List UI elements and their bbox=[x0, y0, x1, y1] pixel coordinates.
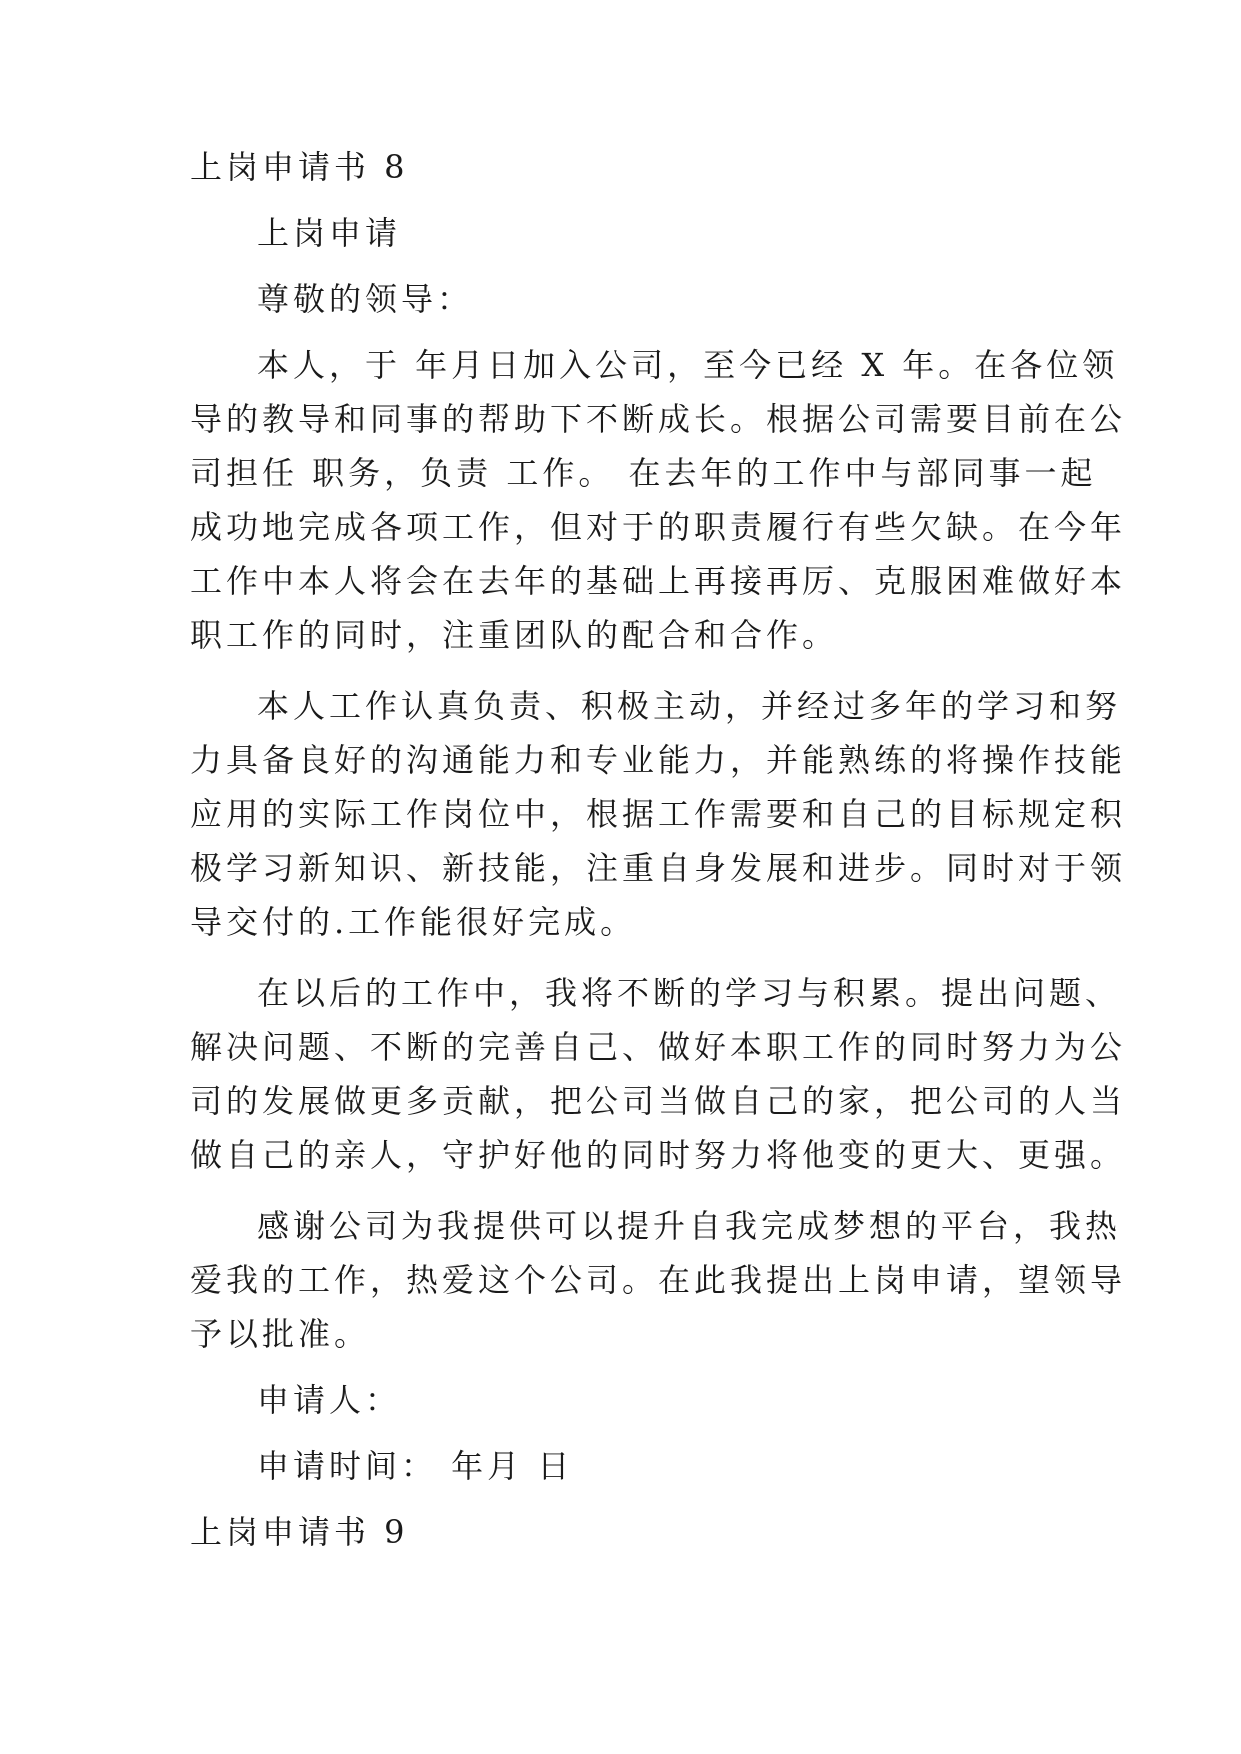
paragraph-line: 工作中本人将会在去年的基础上再接再厉、克服困难做好本 bbox=[190, 562, 1127, 600]
paragraph-line: 力具备良好的沟通能力和专业能力，并能熟练的将操作技能 bbox=[190, 741, 1127, 779]
paragraph-line: 予以批准。 bbox=[190, 1315, 371, 1353]
paragraph-line: 职工作的同时，注重团队的配合和合作。 bbox=[190, 616, 839, 654]
paragraph-line: 极学习新知识、新技能，注重自身发展和进步。同时对于领 bbox=[190, 849, 1127, 887]
paragraph-line: 司的发展做更多贡献，把公司当做自己的家，把公司的人当 bbox=[190, 1082, 1127, 1120]
paragraph-line: 解决问题、不断的完善自己、做好本职工作的同时努力为公 bbox=[190, 1028, 1127, 1066]
paragraph-line: 导的教导和同事的帮助下不断成长。根据公司需要目前在公 bbox=[190, 400, 1127, 438]
document-subtitle: 上岗申请 bbox=[257, 214, 402, 252]
paragraph-line: 爱我的工作，热爱这个公司。在此我提出上岗申请，望领导 bbox=[190, 1261, 1127, 1299]
paragraph-line: 感谢公司为我提供可以提升自我完成梦想的平台，我热 bbox=[257, 1207, 1122, 1245]
paragraph-line: 司担任 职务，负责 工作。 在去年的工作中与部同事一起 bbox=[190, 454, 1097, 492]
paragraph-line: 本人，于 年月日加入公司，至今已经 X 年。在各位领 bbox=[257, 346, 1119, 384]
applicant-label: 申请人： bbox=[257, 1381, 402, 1419]
paragraph-line: 成功地完成各项工作，但对于的职责履行有些欠缺。在今年 bbox=[190, 508, 1127, 546]
section-title: 上岗申请书 8 bbox=[190, 148, 409, 186]
paragraph-line: 本人工作认真负责、积极主动，并经过多年的学习和努 bbox=[257, 687, 1122, 725]
paragraph-line: 导交付的.工作能很好完成。 bbox=[190, 903, 637, 941]
paragraph-line: 做自己的亲人，守护好他的同时努力将他变的更大、更强。 bbox=[190, 1136, 1127, 1174]
paragraph-line: 应用的实际工作岗位中，根据工作需要和自己的目标规定积 bbox=[190, 795, 1127, 833]
application-date: 申请时间： 年月 日 bbox=[257, 1447, 574, 1485]
section-title: 上岗申请书 9 bbox=[190, 1513, 409, 1551]
paragraph-line: 在以后的工作中，我将不断的学习与积累。提出问题、 bbox=[257, 974, 1122, 1012]
salutation: 尊敬的领导： bbox=[257, 280, 474, 318]
